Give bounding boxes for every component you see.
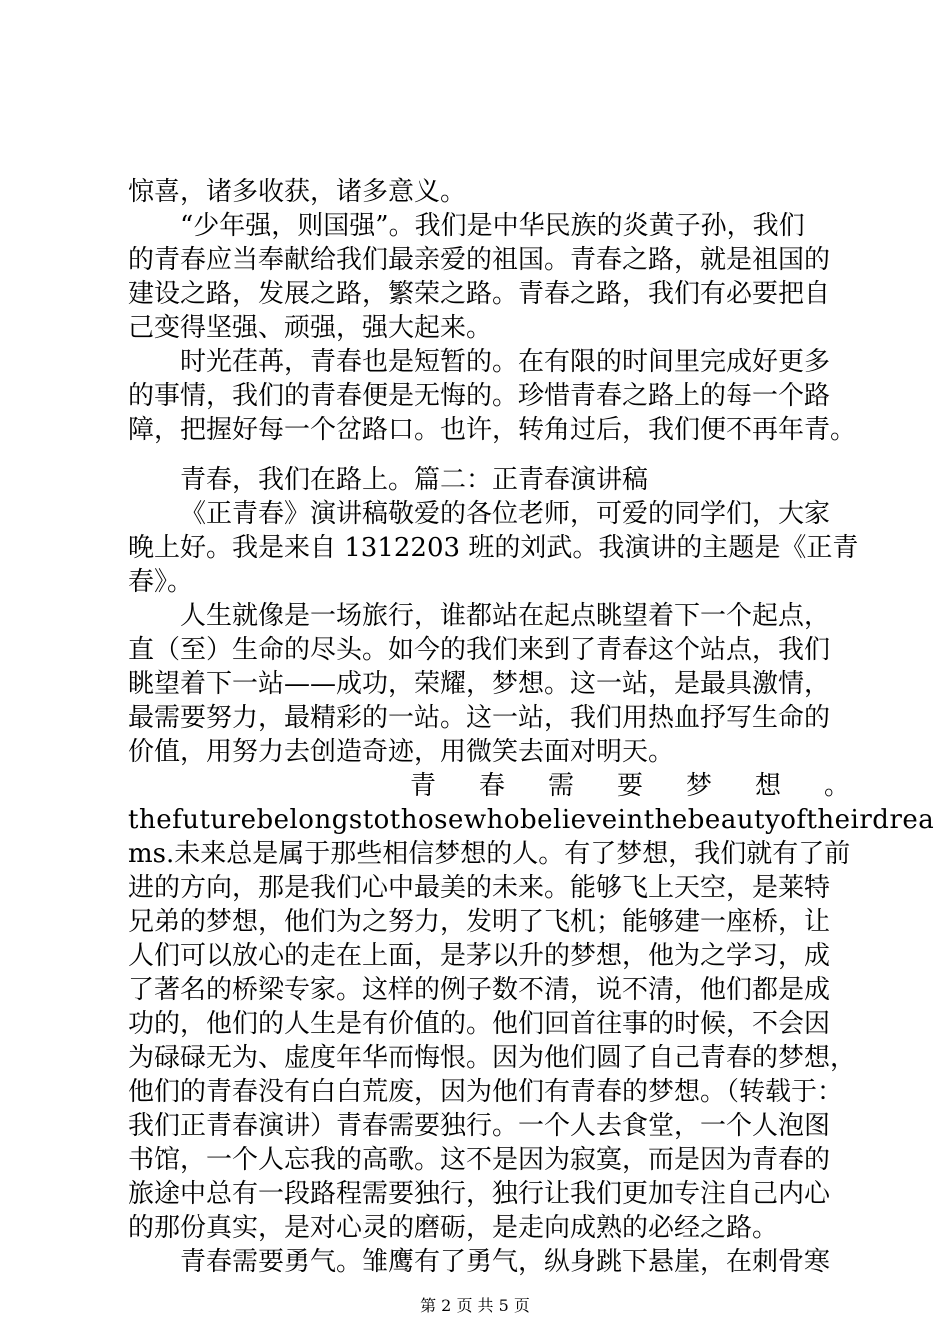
spaced-heading-line: 青 春 需 要 梦 想 。 [410,771,850,801]
english-quote-line: thefuturebelongstothosewhobelieveinthebeautyoftheirdrea [128,805,935,835]
text-line: 己变得坚强、顽强，强大起来。 [128,313,493,343]
paragraph-first-line: “少年强，则国强”。我们是中华民族的炎黄子孙，我们 [180,211,805,241]
text-line: 功的，他们的人生是有价值的。他们回首往事的时候，不会因 [128,1009,831,1039]
text-line: 眺望着下一站——成功，荣耀，梦想。这一站，是最具激情， [128,669,831,699]
text-line: 价值，用努力去创造奇迹，用微笑去面对明天。 [128,737,675,767]
text-line: ms.未来总是属于那些相信梦想的人。有了梦想，我们就有了前 [128,839,851,869]
paragraph-first-line: 时光荏苒，青春也是短暂的。在有限的时间里完成好更多 [180,347,831,377]
text-line: 的那份真实，是对心灵的磨砺，是走向成熟的必经之路。 [128,1213,779,1243]
text-line: 我们正青春演讲）青春需要独行。一个人去食堂，一个人泡图 [128,1111,831,1141]
text-line: 进的方向，那是我们心中最美的未来。能够飞上天空，是莱特 [128,873,831,903]
paragraph-first-line: 人生就像是一场旅行，谁都站在起点眺望着下一个起点， [180,601,831,631]
text-line: 的青春应当奉献给我们最亲爱的祖国。青春之路，就是祖国的 [128,245,831,275]
paragraph-first-line: 青春需要勇气。雏鹰有了勇气，纵身跳下悬崖，在刺骨寒 [180,1247,831,1277]
text-line: 建设之路，发展之路，繁荣之路。青春之路，我们有必要把自 [128,279,831,309]
section-heading: 青春，我们在路上。篇二：正青春演讲稿 [180,465,649,495]
text-line: 旅途中总有一段路程需要独行，独行让我们更加专注自己内心 [128,1179,831,1209]
text-line: 为碌碌无为、虚度年华而悔恨。因为他们圆了自己青春的梦想， [128,1043,857,1073]
text-line: 的事情，我们的青春便是无悔的。珍惜青春之路上的每一个路 [128,381,831,411]
text-line: 书馆，一个人忘我的高歌。这不是因为寂寞，而是因为青春的 [128,1145,831,1175]
text-line: 直（至）生命的尽头。如今的我们来到了青春这个站点，我们 [128,635,831,665]
text-line: 兄弟的梦想，他们为之努力，发明了飞机；能够建一座桥，让 [128,907,831,937]
text-line: 障，把握好每一个岔路口。也许，转角过后，我们便不再年青。 [128,415,857,445]
paragraph-first-line: 《正青春》演讲稿敬爱的各位老师，可爱的同学们，大家 [180,499,831,529]
text-line: 他们的青春没有白白荒废，因为他们有青春的梦想。（转载于： [128,1077,844,1107]
text-line: 人们可以放心的走在上面，是茅以升的梦想，他为之学习，成 [128,941,831,971]
text-line: 春》。 [128,567,194,597]
page-number-footer: 第 2 页 共 5 页 [420,1296,530,1315]
text-line: 晚上好。我是来自 1312203 班的刘武。我演讲的主题是《正青 [128,533,859,563]
text-line: 惊喜，诸多收获，诸多意义。 [128,177,467,207]
text-line: 最需要努力，最精彩的一站。这一站，我们用热血抒写生命的 [128,703,831,733]
text-line: 了著名的桥梁专家。这样的例子数不清，说不清，他们都是成 [128,975,831,1005]
